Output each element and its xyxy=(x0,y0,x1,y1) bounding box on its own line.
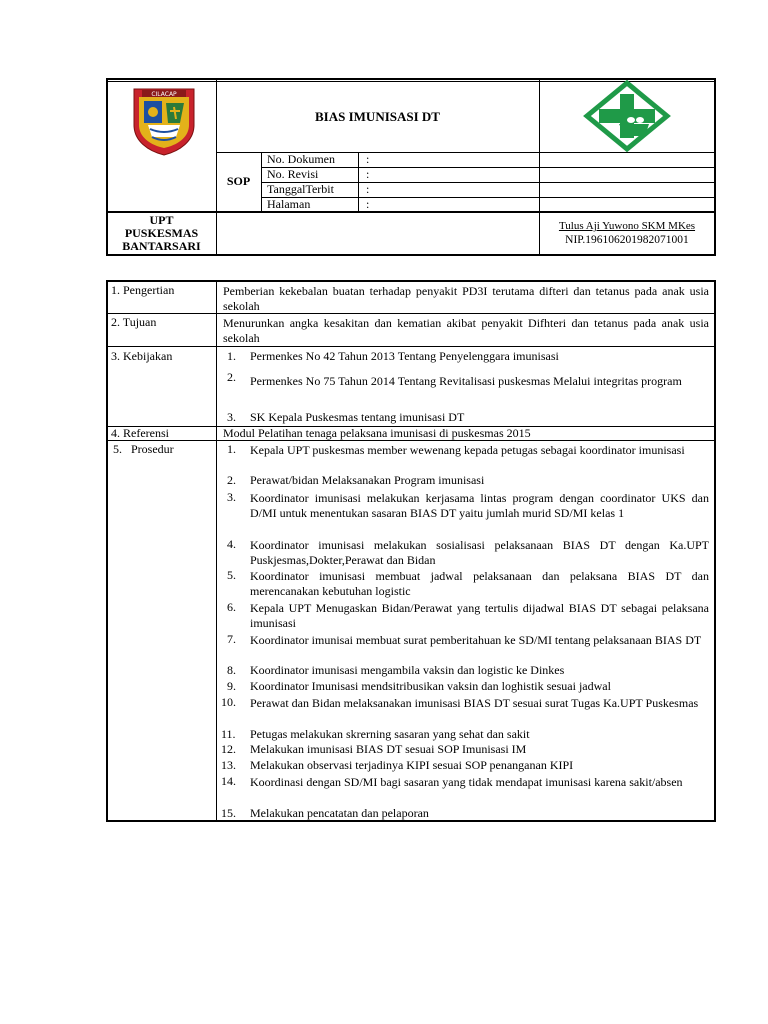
document-title: BIAS IMUNISASI DT xyxy=(315,109,440,124)
row-label-tujuan: 2. Tujuan xyxy=(111,315,157,329)
list-number: 4. xyxy=(227,537,236,551)
meta-label-tanggal-terbit: TanggalTerbit xyxy=(267,182,334,196)
list-number: 14. xyxy=(221,774,236,788)
row-label-referensi: 4. Referensi xyxy=(111,426,169,440)
list-number: 1. xyxy=(227,442,236,456)
list-number: 6. xyxy=(227,600,236,614)
org-name-line3: BANTARSARI xyxy=(122,239,201,253)
pengertian-text: Pemberian kekebalan buatan terhadap penyakit PD3I terutama difteri dan tetanus pada anak usia sekolah xyxy=(223,284,709,313)
list-number: 2. xyxy=(227,473,236,487)
meta-sep: : xyxy=(366,167,370,181)
row-label-prosedur: 5. Prosedur xyxy=(113,442,174,456)
list-number: 7. xyxy=(227,632,236,646)
list-item: Melakukan imunisasi BIAS DT sesuai SOP Imunisasi IM xyxy=(250,742,527,756)
sop-label: SOP xyxy=(226,174,251,188)
referensi-text: Modul Pelatihan tenaga pelaksana imunisasi di puskesmas 2015 xyxy=(223,426,531,440)
meta-sep: : xyxy=(366,197,370,211)
list-item: Melakukan pencatatan dan pelaporan xyxy=(250,806,429,820)
list-item: Kepala UPT Menugaskan Bidan/Perawat yang tertulis dijadwal BIAS DT sebagai pelaksana imunisasi xyxy=(250,601,709,630)
list-number: 13. xyxy=(221,758,236,772)
org-name-line2: PUSKESMAS xyxy=(124,226,199,240)
list-item: Koordinator imunisasi melakukan kerjasama lintas program dengan coordinator UKS dan D/MI untuk menentukan sasaran BIAS DT yaitu jumlah murid SD/MI kelas 1 xyxy=(250,491,709,520)
puskesmas-logo xyxy=(583,80,671,152)
list-item: SK Kepala Puskesmas tentang imunisasi DT xyxy=(250,410,465,424)
cilacap-crest-logo xyxy=(130,85,198,157)
list-number: 3. xyxy=(227,490,236,504)
list-number: 10. xyxy=(221,695,236,709)
list-number: 9. xyxy=(227,679,236,693)
list-number: 15. xyxy=(221,806,236,820)
signer-name: Tulus Aji Yuwono SKM MKes xyxy=(558,220,696,232)
list-number: 5. xyxy=(227,568,236,582)
list-number: 2. xyxy=(227,370,236,384)
list-number: 3. xyxy=(227,410,236,424)
list-item: Koordinator imunisasi melakukan sosialisasi pelaksanaan BIAS DT dengan Ka.UPT Puskjesmas,Dokter,Perawat dan Bidan xyxy=(250,538,709,567)
list-item: Koordinasi dengan SD/MI bagi sasaran yang tidak mendapat imunisasi karena sakit/absen xyxy=(250,775,683,789)
list-item: Koordinator imunisasi mengambila vaksin dan logistic ke Dinkes xyxy=(250,663,565,677)
meta-label-halaman: Halaman xyxy=(267,197,311,211)
signer-nip: NIP.196106201982071001 xyxy=(565,234,689,246)
meta-sep: : xyxy=(366,182,370,196)
list-item: Melakukan observasi terjadinya KIPI sesuai SOP penanganan KIPI xyxy=(250,758,574,772)
list-number: 1. xyxy=(227,349,236,363)
meta-label-no-revisi: No. Revisi xyxy=(267,167,319,181)
row-label-pengertian: 1. Pengertian xyxy=(111,283,175,297)
list-item: Permenkes No 75 Tahun 2014 Tentang Revitalisasi puskesmas Melalui integritas program xyxy=(250,374,682,388)
meta-sep: : xyxy=(366,152,370,166)
org-name-line1: UPT xyxy=(149,213,174,227)
tujuan-text: Menurunkan angka kesakitan dan kematian akibat penyakit Difhteri dan tetanus pada anak usia sekolah xyxy=(223,316,709,345)
row-label-kebijakan: 3. Kebijakan xyxy=(111,349,173,363)
list-item: Kepala UPT puskesmas member wewenang kepada petugas sebagai koordinator imunisasi xyxy=(250,443,685,457)
list-number: 8. xyxy=(227,663,236,677)
list-item: Perawat/bidan Melaksanakan Program imunisasi xyxy=(250,473,485,487)
list-number: 12. xyxy=(221,742,236,756)
list-item: Koordinator imunisai membuat surat pemberitahuan ke SD/MI tentang pelaksanaan BIAS DT xyxy=(250,633,702,647)
list-item: Koordinator imunisasi membuat jadwal pelaksanaan dan pelaksana BIAS DT dan merencanakan kebutuhan logistic xyxy=(250,569,709,598)
list-item: Petugas melakukan skrerning sasaran yang sehat dan sakit xyxy=(250,727,530,741)
list-item: Permenkes No 42 Tahun 2013 Tentang Penyelenggara imunisasi xyxy=(250,349,559,363)
meta-label-no-dokumen: No. Dokumen xyxy=(267,152,335,166)
svg-text:CILACAP: CILACAP xyxy=(151,91,177,98)
list-item: Koordinator Imunisasi mendsitribusikan vaksin dan loghistik sesuai jadwal xyxy=(250,679,611,693)
list-number: 11. xyxy=(221,727,236,741)
list-item: Perawat dan Bidan melaksanakan imunisasi BIAS DT sesuai surat Tugas Ka.UPT Puskesmas xyxy=(250,696,699,710)
